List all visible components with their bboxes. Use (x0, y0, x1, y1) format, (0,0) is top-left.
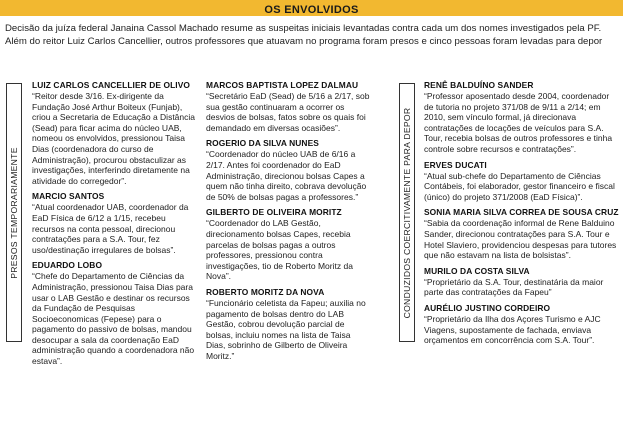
person-entry (32, 80, 198, 186)
column-arrested-2 (206, 80, 371, 366)
person-name: ROBERTO MORITZ DA NOVA (206, 286, 325, 297)
person-description: “Secretário EaD (Sead) de 5/16 a 2/17, sob sua gestão continuaram a ocorrer os desvios de bolsas, fatos sobre os quais foi demandado em diversas ocasiões”. (206, 91, 370, 133)
person-name: GILBERTO DE OLIVEIRA MORITZ (206, 207, 342, 218)
intro-text (5, 22, 617, 48)
person-name: ERVES DUCATI (424, 159, 487, 170)
person-name: RENÊ BALDUÍNO SANDER (424, 80, 534, 90)
intro-line-1: Decisão da juíza federal Janaina Cassol Machado resume as suspeitas iniciais levantadas contra cada um dos nomes investigados pela PF. (5, 23, 602, 34)
person-description: “Proprietário da Ilha dos Açores Turismo e AJC Viagens, supostamente de fachada, enviava orçamentos em concorrência com S.A. Tour”. (424, 313, 601, 346)
person-entry (424, 160, 619, 203)
person-entry (32, 260, 198, 366)
person-description: “Sabia da coordenação informal de Rene Balduino Sander, direcionou contratações para S.A. Tour e Hotel Slaviero, providenciou despesas para tutores que não estavam na lista de bolsistas”. (424, 218, 617, 261)
section-header (0, 0, 623, 16)
person-name: EDUARDO LOBO (32, 260, 103, 271)
person-name: MURILO DA COSTA SILVA (424, 265, 530, 276)
person-entry (424, 266, 619, 298)
person-name: ROGERIO DA SILVA NUNES (206, 138, 319, 149)
person-description: “Coordenador do LAB Gestão, direcionamento bolsas Capes, recebia parcelas de bolsas pagas a outros professores, pressionou contra investigações, tio de Roberto Moritz da Nova”. (206, 218, 353, 282)
person-description: “Chefe do Departamento de Ciências da Administração, pressionou Taisa Dias para usar o LAB Gestão e destinar os recursos da Fundação de Pesquisas Socioeconomicas (Fepese) para o pagamento do passivo de bolsas, mandou desocupar a sala da coordenação EaD administração quando a coordenadora não estava”. (32, 271, 195, 367)
person-description: “Atual coordenador UAB, coordenador da EaD Física de 6/12 a 1/15, recebeu recursos na conta pessoal, direcionou contratações para a S.A. Tour, fez uso/destinação irregulares de bolsas”. (32, 202, 189, 255)
summoned-label-box (399, 83, 415, 342)
person-entry (32, 191, 198, 255)
person-name: MARCOS BAPTISTA LOPEZ DALMAU (206, 80, 359, 90)
section-title: OS ENVOLVIDOS (264, 4, 359, 16)
person-name: MARCIO SANTOS (32, 191, 105, 202)
person-name: SONIA MARIA SILVA CORREA DE SOUSA CRUZ (424, 207, 619, 218)
person-name: AURÉLIO JUSTINO CORDEIRO (424, 302, 551, 313)
person-entry (206, 287, 371, 362)
person-entry (206, 80, 371, 133)
person-entry (424, 207, 619, 260)
person-name: LUIZ CARLOS CANCELLIER DE OLIVO (32, 80, 191, 90)
person-description: “Reitor desde 3/16. Ex-dirigente da Fundação José Arthur Boiteux (Funjab), criou a Secretaria de Educação a Distância (Sead) para ficar acima do núcleo UAB, nomeou os envolvidos, pressionou Taisa Dias (coordenadora do curso de Administração), procurou obstaculizar as investigações, interferindo diretamente na atividade do corregedor”. (32, 91, 196, 186)
column-arrested-1 (32, 80, 198, 372)
person-description: “Proprietário da S.A. Tour, destinatária da maior parte das contratações da Fapeu” (424, 276, 604, 298)
person-entry (206, 207, 371, 282)
person-description: “Professor aposentado desde 2004, coordenador de tutoria no projeto 371/08 de 9/11 a 2/14; em 2010, sem vínculo formal, já direcionava contratações de locações de veículos para S.A. Tour, recebia bolsas de outros professores e tinha controle sobre recursos e contratações”. (424, 91, 613, 154)
person-entry (206, 138, 371, 202)
arrested-label-box (6, 83, 22, 342)
person-description: “Funcionário celetista da Fapeu; auxilia no pagamento de bolsas dentro do LAB Gestão, cobrou devolução parcial de bolsas, incluiu nomes na lista de Taisa Dias, sobrinho de Gilberto de Oliveira Moritz.” (206, 297, 366, 361)
person-description: “Atual sub-chefe do Departamento de Ciências Contábeis, foi elaborador, gestor financeiro e fiscal (único) do projeto 371/2008 (EaD Física)”. (424, 170, 615, 202)
person-entry (424, 303, 619, 346)
column-summoned (424, 80, 619, 351)
person-entry (424, 80, 619, 155)
arrested-label: PRESOS TEMPORARIAMENTE (9, 146, 19, 279)
person-description: “Coordenador do núcleo UAB de 6/16 a 2/17. Antes foi coordenador do EaD Administração, direcionou bolsas Capes a quem não tinha direito, cobrava devolução de 50% de bolsas pagas a professores.” (206, 149, 367, 202)
summoned-label: CONDUZIDOS COERCITIVAMENTE PARA DEPOR (402, 107, 412, 318)
intro-line-2: Além do reitor Luiz Carlos Cancellier, outros professores que atuavam no programa foram presos e cinco pessoas foram levadas para depor (5, 36, 603, 47)
